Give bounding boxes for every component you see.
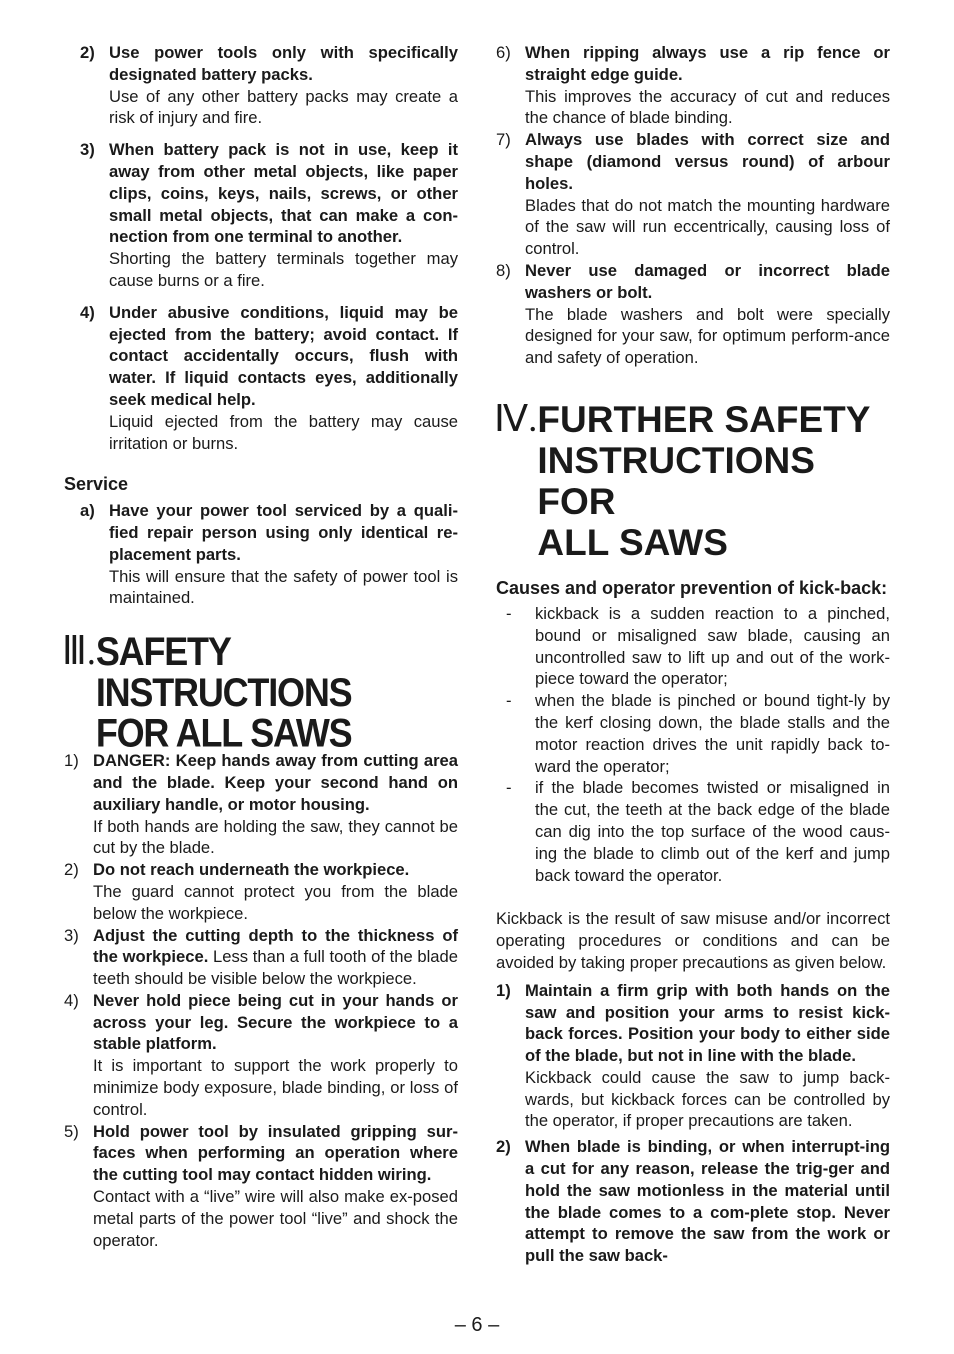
item-warning: Never use damaged or incorrect blade washers or bolt. <box>525 260 890 302</box>
kickback-cause-3 <box>506 777 890 886</box>
item-explanation: Liquid ejected from the battery may cause irritation or burns. <box>109 411 458 453</box>
item-explanation: Kickback could cause the saw to jump back-wards, but kickback forces can be controlled by the operator, if proper precautions are taken. <box>525 1067 890 1131</box>
battery-item-4 <box>80 302 458 455</box>
item-number: 7) <box>496 130 511 150</box>
service-heading: Service <box>64 474 129 495</box>
section-3-heading <box>62 628 458 756</box>
item-number: 8) <box>496 260 511 280</box>
right-column <box>496 42 890 1267</box>
item-explanation: The guard cannot protect you from the blade below the workpiece. <box>93 881 458 923</box>
item-explanation: The blade washers and bolt were specially designed for your saw, for optimum perform-ance and safety of operation. <box>525 304 890 368</box>
section-numeral: Ⅳ. <box>494 398 538 440</box>
battery-item-3 <box>80 139 458 292</box>
kickback-cause-2 <box>506 690 890 777</box>
item-number: a) <box>80 501 95 521</box>
item-warning: Under abusive conditions, liquid may be ejected from the battery; avoid contact. If contact accidentally occurs, flush with water. If liquid contacts eyes, additionally seek medical help. <box>109 302 458 409</box>
item-explanation: Contact with a “live” wire will also make ex-posed metal parts of the power tool “live” and shock the operator. <box>93 1187 458 1250</box>
section-title-line: FURTHER SAFETY <box>537 398 871 440</box>
left-column <box>64 42 458 1251</box>
item-warning: When ripping always use a rip fence or straight edge guide. <box>525 43 890 84</box>
kickback-item-1 <box>496 980 890 1133</box>
cause-text: when the blade is pinched or bound tight-ly by the kerf closing down, the blade stalls and the motor reaction drives the unit rapidly back to-ward the operator; <box>535 691 890 776</box>
item-explanation: It is important to support the work properly to minimize body exposure, blade binding, or loss of control. <box>93 1056 458 1119</box>
item-explanation: This improves the accuracy of cut and reduces the chance of blade binding. <box>525 86 890 128</box>
saw-item-7 <box>496 129 890 260</box>
item-warning: Have your power tool serviced by a quali-fied repair person using only identical re-placement parts. <box>109 501 458 564</box>
dash-mark: - <box>506 603 512 623</box>
item-number: 4) <box>80 302 95 322</box>
item-warning: When battery pack is not in use, keep it away from other metal objects, like paper clips, coins, keys, nails, screws, or other small metal objects, that can make a con-nection from one terminal to another. <box>109 140 458 247</box>
item-warning: Use power tools only with specifically designated battery packs. <box>109 43 458 84</box>
cause-text: if the blade becomes twisted or misaligned in the cut, the teeth at the back edge of the blade can dig into the top surface of the wood caus-ing the blade to climb out of the kerf and jump back toward the operator. <box>535 778 890 885</box>
item-number: 6) <box>496 43 511 62</box>
section-4-heading <box>494 399 890 563</box>
section-title-line: FOR ALL SAWS <box>95 710 352 756</box>
saw-item-8 <box>496 260 890 369</box>
dash-mark: - <box>506 691 512 711</box>
item-explanation: If both hands are holding the saw, they cannot be cut by the blade. <box>93 816 458 858</box>
item-explanation: Shorting the battery terminals together may cause burns or a fire. <box>109 249 458 290</box>
battery-item-2 <box>80 42 458 129</box>
item-explanation: Less than a full tooth of the blade teeth should be visible below the workpiece. <box>93 947 458 989</box>
item-warning: Maintain a firm grip with both hands on the saw and position your arms to resist kick-back forces. Position your body to either side of the blade, but not in line with the blade. <box>525 980 890 1066</box>
kickback-cause-1 <box>506 603 890 690</box>
item-number: 1) <box>64 751 79 771</box>
saw-item-1 <box>64 750 458 859</box>
item-number: 4) <box>64 990 79 1010</box>
section-title-line: ALL SAWS <box>537 521 728 563</box>
item-explanation: Use of any other battery packs may create a risk of injury and fire. <box>109 86 458 128</box>
item-warning: When blade is binding, or when interrupt-ing a cut for any reason, release the trig-ger and hold the saw motionless in the material until the blade comes to a com-plete stop. Never attempt to remove the saw from the work or pull the saw back- <box>525 1137 890 1266</box>
item-warning: DANGER: Keep hands away from cutting area and the blade. Keep your second hand on auxiliary handle, or motor housing. <box>93 751 458 814</box>
item-warning: Do not reach underneath the workpiece. <box>93 860 410 880</box>
cause-text: kickback is a sudden reaction to a pinched, bound or misaligned saw blade, causing an uncontrolled saw to lift up and out of the work-piece toward the operator; <box>535 603 890 689</box>
kickback-heading: Causes and operator prevention of kick-back: <box>496 577 888 598</box>
saw-item-6 <box>496 42 890 129</box>
saw-item-3 <box>64 925 458 990</box>
item-number: 2) <box>80 43 95 62</box>
item-explanation: Blades that do not match the mounting hardware of the saw will run eccentrically, causing loss of control. <box>525 195 890 259</box>
item-number: 1) <box>496 980 511 1000</box>
page-number: – 6 – <box>454 1314 500 1336</box>
section-title-line: INSTRUCTIONS FOR <box>537 439 815 522</box>
item-warning: Always use blades with correct size and shape (diamond versus round) of arbour holes. <box>525 130 890 193</box>
saw-item-5 <box>64 1121 458 1252</box>
kickback-item-2 <box>496 1136 890 1267</box>
item-explanation: This will ensure that the safety of power tool is maintained. <box>109 566 458 608</box>
item-warning: Hold power tool by insulated gripping sur-faces when performing an operation where the cutting tool may contact hidden wiring. <box>93 1121 458 1185</box>
saw-item-2 <box>64 859 458 924</box>
item-number: 3) <box>64 925 79 945</box>
section-title-line: SAFETY INSTRUCTIONS <box>95 628 352 715</box>
item-number: 2) <box>64 860 79 880</box>
service-item-a <box>80 500 458 609</box>
saw-item-4 <box>64 990 458 1121</box>
item-number: 2) <box>496 1137 511 1157</box>
item-warning: Adjust the cutting depth to the thickness of the workpiece. <box>93 925 458 967</box>
item-number: 5) <box>64 1121 79 1141</box>
item-warning: Never hold piece being cut in your hands or across your leg. Secure the workpiece to a stable platform. <box>93 990 458 1054</box>
item-number: 3) <box>80 140 95 160</box>
kickback-paragraph: Kickback is the result of saw misuse and/or incorrect operating procedures or conditions and can be avoided by taking proper precautions as given below. <box>496 909 890 972</box>
dash-mark: - <box>506 778 512 798</box>
section-numeral: Ⅲ. <box>62 628 96 673</box>
